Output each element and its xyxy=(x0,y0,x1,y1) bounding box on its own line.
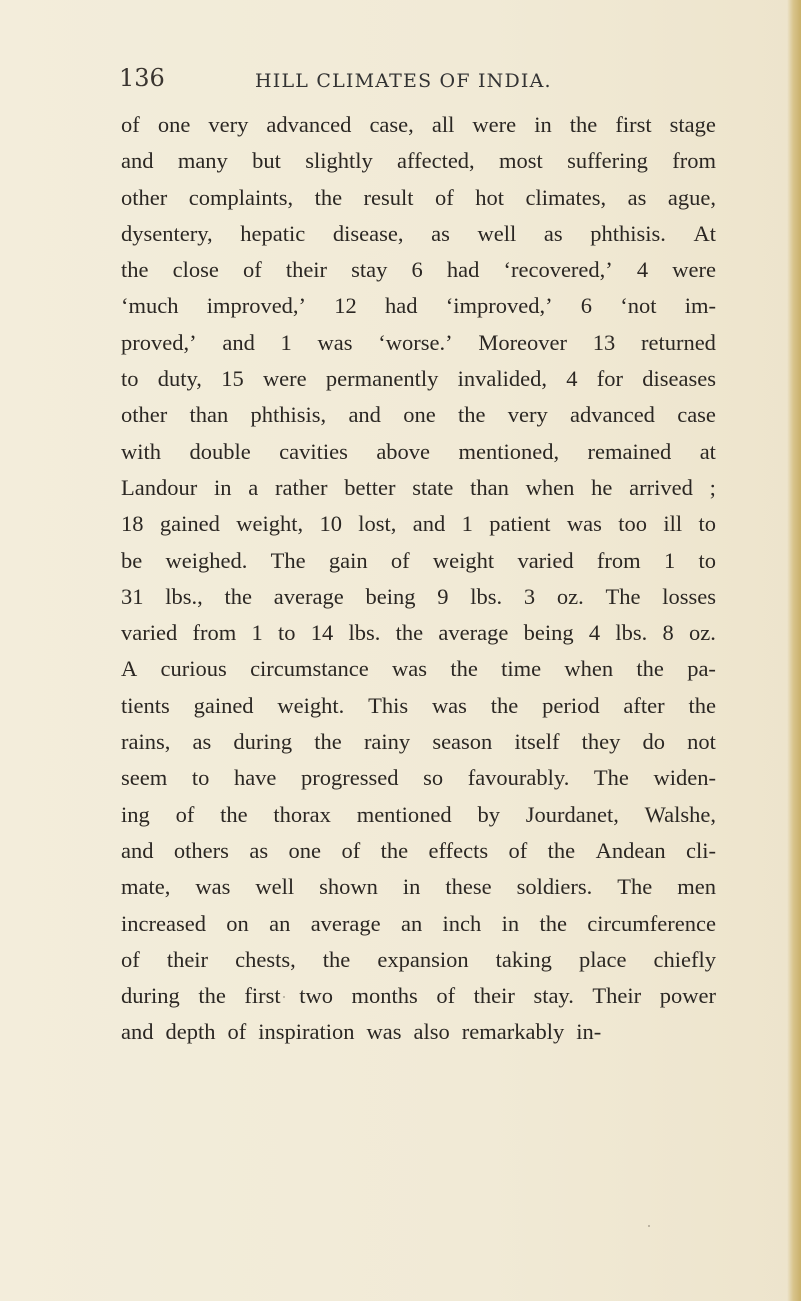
text-line: and others as one of the effects of the Andean cli- xyxy=(121,837,716,863)
text-line: mate, was well shown in these soldiers. The men xyxy=(121,874,716,900)
text-line: dysentery, hepatic disease, as well as phthisis. At xyxy=(121,220,716,246)
text-line: 31 lbs., the average being 9 lbs. 3 oz. The losses xyxy=(121,583,716,609)
body-text xyxy=(121,112,716,1056)
text-line: of one very advanced case, all were in the first stage xyxy=(121,112,716,137)
text-line: of their chests, the expansion taking place chiefly xyxy=(121,946,716,972)
text-line: during the first two months of their stay. Their power xyxy=(121,983,716,1009)
text-line: increased on an average an inch in the circumference xyxy=(121,910,716,936)
text-line: be weighed. The gain of weight varied from 1 to xyxy=(121,547,716,573)
text-line: A curious circumstance was the time when the pa- xyxy=(121,656,716,682)
text-line: rains, as during the rainy season itself they do not xyxy=(121,729,716,755)
page-edge xyxy=(787,0,801,1301)
paper-speck xyxy=(648,1225,650,1227)
text-line: the close of their stay 6 had ‘recovered,’ 4 were xyxy=(121,257,716,283)
page-number: 136 xyxy=(119,64,165,92)
paper-speck xyxy=(283,996,285,998)
text-line: other complaints, the result of hot climates, as ague, xyxy=(121,184,716,210)
running-title: HILL CLIMATES OF INDIA. xyxy=(255,70,552,92)
text-line: Landour in a rather better state than when he arrived ; xyxy=(121,474,716,500)
text-line: seem to have progressed so favourably. The widen- xyxy=(121,765,716,791)
text-line: with double cavities above mentioned, remained at xyxy=(121,438,716,464)
running-head xyxy=(0,64,801,104)
text-line: and depth of inspiration was also remarkably in- xyxy=(121,1019,602,1045)
text-line: ing of the thorax mentioned by Jourdanet, Walshe, xyxy=(121,801,716,827)
text-line: 18 gained weight, 10 lost, and 1 patient was too ill to xyxy=(121,511,716,537)
text-line: ‘much improved,’ 12 had ‘improved,’ 6 ‘not im- xyxy=(121,293,716,319)
text-line: tients gained weight. This was the period after the xyxy=(121,692,716,718)
text-line: and many but slightly affected, most suffering from xyxy=(121,148,716,174)
text-line: other than phthisis, and one the very advanced case xyxy=(121,402,716,428)
text-line: to duty, 15 were permanently invalided, 4 for diseases xyxy=(121,366,716,392)
text-line: varied from 1 to 14 lbs. the average being 4 lbs. 8 oz. xyxy=(121,620,716,646)
text-line: proved,’ and 1 was ‘worse.’ Moreover 13 returned xyxy=(121,329,716,355)
